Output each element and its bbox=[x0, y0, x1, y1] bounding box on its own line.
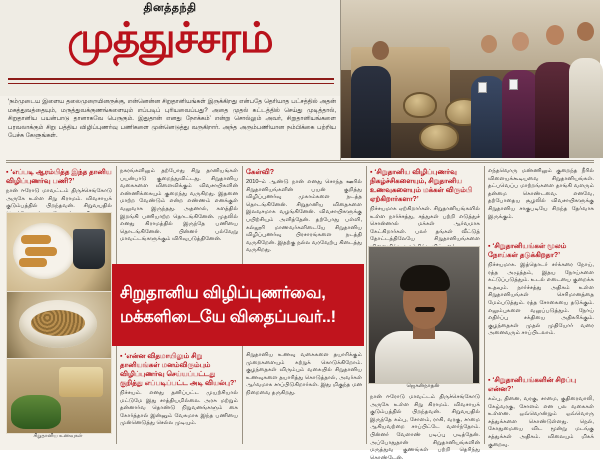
food-item bbox=[21, 235, 51, 244]
column-3-heading: கேள்வி? bbox=[246, 169, 275, 176]
column-5-heading-2: ▪ ‘சிறுதானியங்களின் சிறப்பு என்ன?’ bbox=[488, 377, 577, 393]
column-4-body: நிச்சயமாக ஏற்கிறார்கள். சிறுதானியங்களில் உள்ள நார்ச்சத்து, சத்துகள் பற்றி எடுத்துச் சொன்னால் மக்கள் ஆர்வமாக கேட்கிறார்கள். பலர் தங்கள் வீட்டுத் தோட்டத்திலேயே சிறுதானியங்களை bbox=[370, 206, 480, 243]
food-photo-grain-bowl bbox=[6, 291, 112, 359]
column-1-body: நான் ஈரோடு மாவட்டம் திருச்செங்கோடு அருகே உள்ள சிறு கிராமம். விவசாயக் குடும்பத்தில் பிறந்தவன். சிறுவயதில் bbox=[6, 188, 112, 210]
column-2-body: நகரங்களிலும் தற்போது சிறு தானியங்கள் பயன்பாடு குறைந்துவிட்டது. சிறுதானிய வகைகளை விளைவிக்கும் விவசாயிகளின் எண்ணிக்கையும் குறைந்து வருகிறது. இதனை மாற்ற வேண்டும் என்ற எண்ணம் எனக்குள் வலுவாக இருந்தது. அதனால், களத்தில் இறங்கி பணியாற்ற தொடங்கினேன். முதலில் எனது கிராமத்தில் இருந்தே பணியை தொடங்கினேன். பின்னர் பல்வேறு மாவட்டங்களுக்கும் விரிவுபடுத்தினேன். bbox=[120, 168, 238, 243]
photo-person-head bbox=[577, 22, 594, 41]
headline-line-1: சிறுதானிய விழிப்புணர்வை, bbox=[120, 284, 326, 302]
column-divider bbox=[366, 166, 367, 444]
lede-paragraph: ‘நம்முடைய இளைய தலைமுறையினருக்கு, என்னென்ன சிறுதானியங்கள் இருக்கிறது என்பதே தெரியாத பட்சத்தில் அதன் மகத்துவத்தையும், மருத்துவக்குணங்களையும் எப்படிப் புரியவைப்பது? அதை முதல் கட்டத்தில் செய்து முடித்தால், சிறுதானிய பயன்பாடு தானாகவே பெருகும். இதுதான் எனது நோக்கம்’ என்று சொல்லும் அவர், சிறுதானியங்களை பரவலாக்கும் சிறு பத்திய விழிப்புணர்வு பணிகளை முன்னெடுத்து வருகிறார். அந்த அரும்பணியான நம்பிக்கை பற்றிய பேச்சு கேளுங்கள். bbox=[8, 99, 336, 140]
photo-person-badge bbox=[478, 82, 487, 93]
photo-person bbox=[351, 66, 391, 158]
photo-person-head bbox=[481, 35, 497, 53]
photo-person bbox=[471, 76, 505, 158]
food-photo-caption: சிறுதானிய உணவுகள் bbox=[33, 433, 83, 439]
beverage-cup bbox=[73, 229, 105, 269]
column-2-bottom bbox=[120, 352, 238, 444]
article-headline bbox=[112, 264, 364, 346]
millet-exhibition-photo bbox=[341, 0, 600, 158]
column-3-body-2: சிறுதானிய உணவு வகைகளை தயாரிக்கும் முறைகளையும் கற்றுக் கொடுக்கிறோம். குழந்தைகள் விரும்பும் வகையில் சிறுதானிய உணவுகளை தயாரித்து கொடுத்தால், அவர்கள் ஆர்வமாக சாப்பிடுகிறார்கள். இது மிகுந்த மன நிறைவை தருகிறது. bbox=[246, 352, 362, 396]
column-3-body: 2010–ம் ஆண்டு நான் எனது சொந்த ஊரில் சிறுதானியங்களின் பயன் குறித்து விழிப்புணர்வு முகாம்களை நடத்த தொடங்கினேன். சிறுதானிய விதைகளை இலவசமாக வழங்கினேன். விவசாயிகளுக்கு பயிற்சியும் அளித்தேன். தற்போது பள்ளி, கல்லூரி மாணவர்களிடையே சிறுதானிய விழிப்புணர்வு பிரசாரங்களை நடத்தி வருகிறேன். இதற்கு நல்ல வரவேற்பு கிடைத்து வருகிறது. bbox=[246, 179, 362, 254]
column-divider bbox=[484, 166, 485, 444]
interviewee-portrait bbox=[368, 246, 480, 384]
photo-person-badge bbox=[509, 79, 518, 90]
column-5-middle bbox=[488, 242, 594, 366]
portrait-moustache bbox=[415, 307, 435, 312]
column-5-body-2: நிச்சயமாக. இத்தொடர் சர்க்கரை நோய், ரத்த அழுத்தம், இதய நோய்களை கட்டுப்படுத்தும். உடல் எடையை குறைக்க உதவும். நார்ச்சத்து அதிகம் உள்ள சிறுதானியங்கள் செரிமானத்தை மேம்படுத்தும். ரத்த சோகையை தடுக்கும். எலும்புகளை வலுப்படுத்தும். நோய் எதிர்ப்பு சக்தியை அதிகரிக்கும். குழந்தைகள் முதல் முதியோர் வரை அனைவரும் சாப்பிடலாம். bbox=[488, 262, 594, 337]
food-item bbox=[59, 367, 103, 397]
millet-grains bbox=[31, 310, 85, 336]
masthead-divider-thin bbox=[8, 83, 334, 84]
masthead-divider bbox=[8, 78, 334, 80]
banana-leaf bbox=[11, 395, 61, 429]
column-5-body-3: கம்பு, தினை, வரகு, சாமை, குதிரைவாலி, கேழ்வரகு, சோளம் என பல வகைகள் உள்ளன. ஒவ்வொன்றும் ஒவ்வொரு சத்துக்களை கொண்டுள்ளது. நெல், கோதுமையை விட மூன்று மடங்கு சத்துக்கள் அதிகம். விலையும் மிகக் குறைவு. bbox=[488, 396, 594, 448]
column-5-body: எந்தவொரு மண்ணிலும் குறைந்த நீரில் விளையக்கூடியவை சிறுதானியங்கள். தட்பவெப்ப மாற்றங்களை தாங்கி வளரும் தன்மை கொண்டவை. எனவே, தற்போதைய சூழலில் விவசாயிகளுக்கு சிறுதானிய சாகுபடியே சிறந்த தேர்வாக இருக்கும். bbox=[488, 168, 594, 220]
food-photo-snacks bbox=[6, 212, 112, 292]
masthead-kicker: தினத்தந்தி bbox=[143, 2, 197, 14]
food-item bbox=[19, 258, 47, 267]
column-5-heading: ▪ ‘சிறுதானியங்கள் மூலம் நோய்கள் தடுக்கிறதா?’ bbox=[488, 243, 567, 259]
column-4-bottom bbox=[370, 394, 480, 461]
column-5-bottom bbox=[488, 376, 594, 448]
photo-basket bbox=[419, 123, 459, 151]
column-3-top bbox=[246, 168, 362, 264]
portrait-hair bbox=[400, 265, 450, 291]
column-3-bottom bbox=[246, 352, 362, 444]
page-title: முத்துச்சரம் bbox=[67, 14, 273, 61]
column-1-intro bbox=[6, 168, 112, 210]
millet-food-collage bbox=[6, 212, 110, 432]
portrait-caption: ஜெகன்நாதன் bbox=[406, 383, 440, 389]
section-divider bbox=[6, 160, 594, 161]
column-1-heading: ▪ ‘எப்படி ஆரம்பித்த இந்த தானிய விழிப்புணர்வு பணி?’ bbox=[6, 169, 112, 185]
column-4-heading: ▪ ‘சிறுதானிய விழிப்புணர்வு நிகழ்ச்சிகளையும், சிறுதானிய உணவுகளையும் மக்கள் விரும்பி ஏற்கிறார்களா?’ bbox=[370, 169, 473, 203]
column-5-top bbox=[488, 168, 594, 240]
section-divider bbox=[6, 162, 594, 163]
headline-line-2: மக்களிடையே விதைப்பவர்..! bbox=[120, 308, 336, 326]
masthead-photo-divider bbox=[340, 0, 341, 160]
photo-person bbox=[502, 70, 538, 158]
photo-person-head bbox=[512, 32, 529, 51]
photo-person-head bbox=[546, 25, 564, 45]
food-photo-steamed-cakes bbox=[6, 358, 112, 434]
column-2-body-2: நிச்சயம். எனது தனிப்பட்ட முயற்சியால் மட்டுமே இது சாத்தியமில்லை. அரசு மற்றும் தன்னார்வ தொண்டு நிறுவனங்களும் கை கோர்த்தால் இன்னும் வேகமாக இந்த பணியை முன்னெடுத்து செல்ல முடியும். bbox=[120, 390, 238, 427]
photo-person bbox=[569, 58, 603, 158]
masthead bbox=[0, 0, 340, 96]
column-4-top bbox=[370, 168, 480, 242]
column-2-top bbox=[120, 168, 238, 260]
food-item bbox=[25, 247, 57, 256]
column-4-body-2: நான் ஈரோடு மாவட்டம் திருச்செங்கோடு அருகே உள்ள சிறு கிராமம். விவசாயக் குடும்பத்தில் பிறந்தவன். சிறுவயதில் இருந்தே கம்பு, சோளம், ராகி, வரகு, சாமை ஆகியவற்றை சாப்பிட்டே வளர்ந்தோம். பின்னர் வேளாண் படிப்பு படித்தேன். அப்போதுதான் சிறுதானியங்களின் மருத்துவ குணங்கள் பற்றி தெரிந்து கொண்டேன். bbox=[370, 394, 480, 461]
column-2-heading: ▪ ‘என்ன விதமாயிலும் சிறு தானியங்கள் மனம்விரும்பும் விழிப்புணர்வு செய்யப்பட்டது குறித்து எப்படிப்பட்ட அடி வியல்பு?’ bbox=[120, 353, 237, 387]
photo-basket bbox=[403, 92, 437, 118]
